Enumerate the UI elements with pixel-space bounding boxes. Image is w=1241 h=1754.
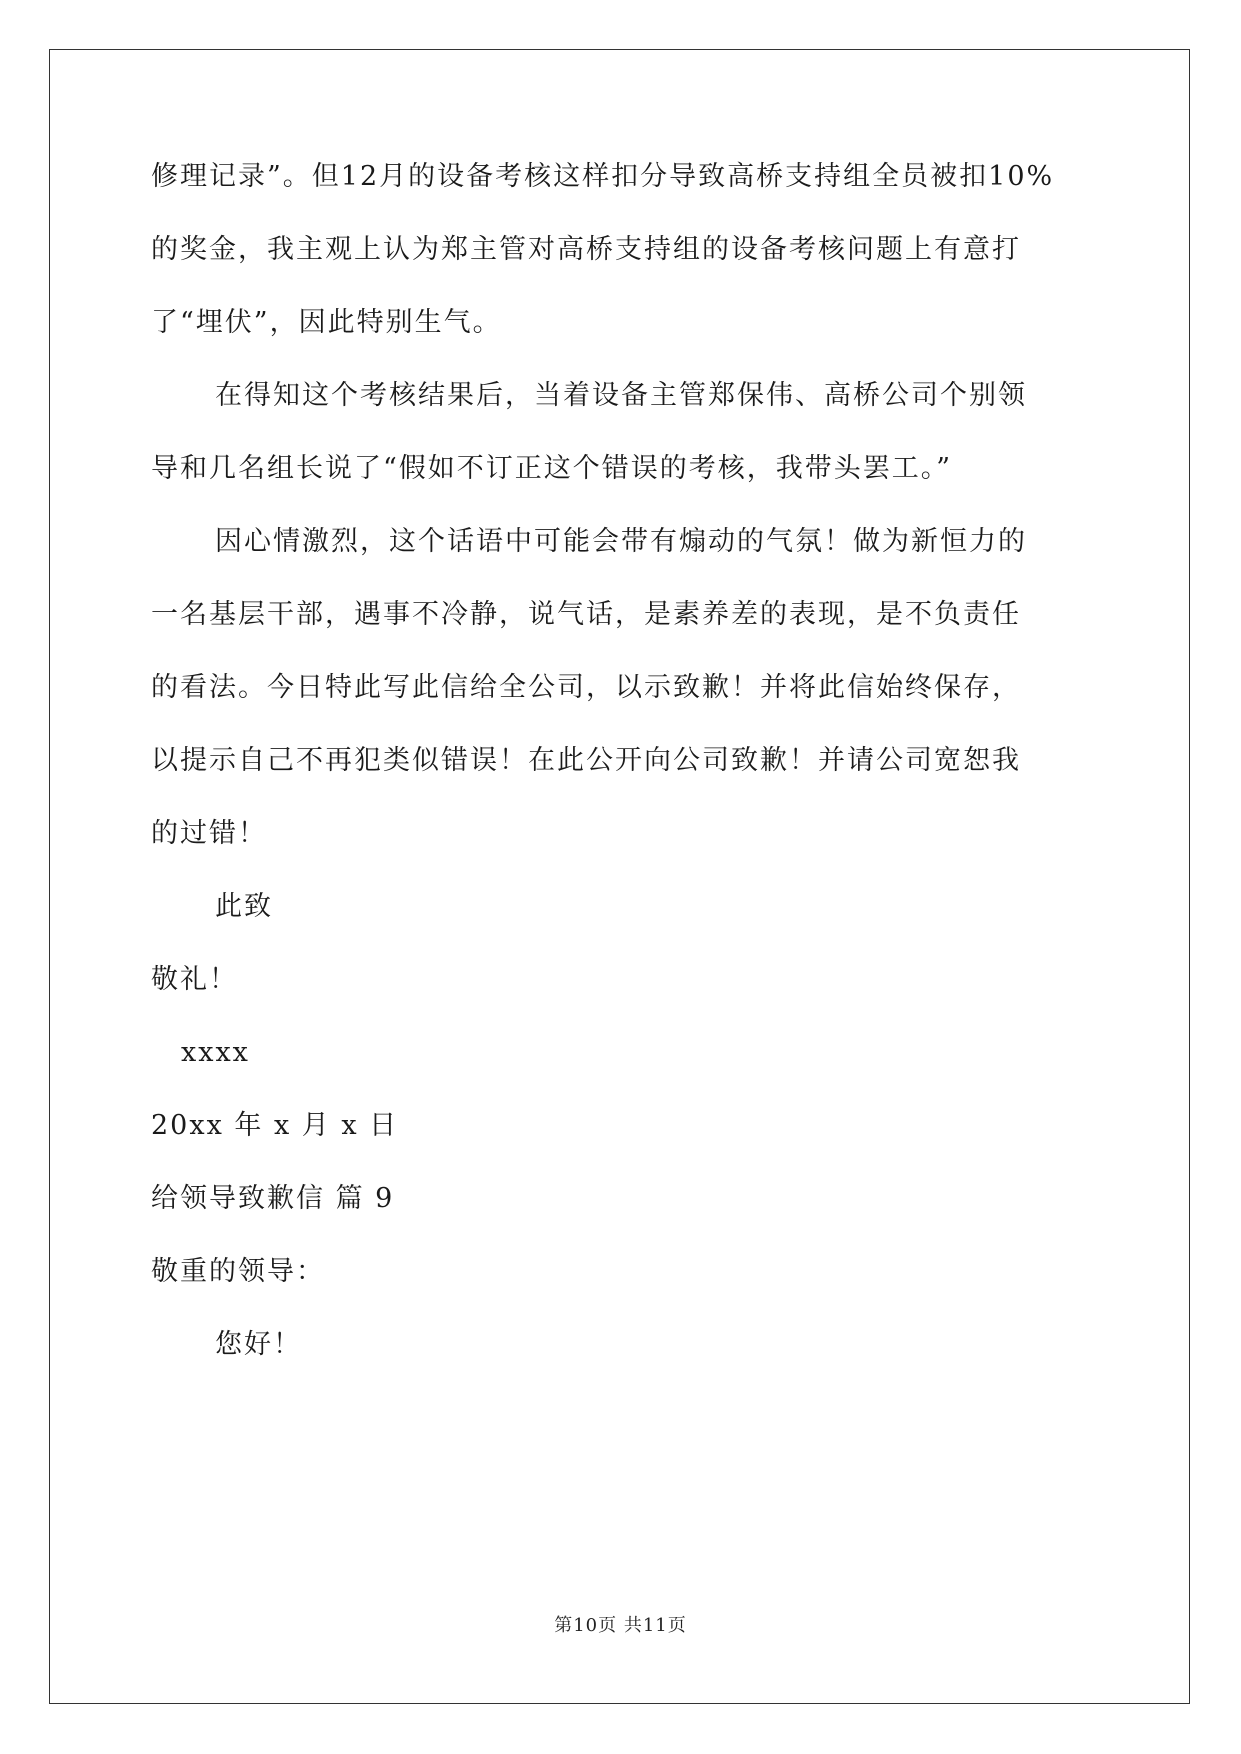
paragraph-line: 导和几名组长说了“假如不订正这个错误的考核，我带头罢工。” — [151, 453, 953, 484]
paragraph-line: 以提示自己不再犯类似错误！在此公开向公司致歉！并请公司宽恕我 — [151, 745, 1021, 776]
paragraph-line: 了“埋伏”，因此特别生气。 — [151, 307, 502, 338]
paragraph-line: 在得知这个考核结果后，当着设备主管郑保伟、高桥公司个别领 — [215, 380, 1027, 411]
greeting-hello: 您好！ — [215, 1329, 302, 1360]
paragraph-line: 的看法。今日特此写此信给全公司，以示致歉！并将此信始终保存， — [151, 672, 1021, 703]
paragraph-line: 的过错！ — [151, 818, 267, 849]
paragraph-line: 修理记录”。但12月的设备考核这样扣分导致高桥支持组全员被扣10% — [151, 161, 1055, 192]
paragraph-line: 一名基层干部，遇事不冷静，说气话，是素养差的表现，是不负责任 — [151, 599, 1021, 630]
paragraph-line: 因心情激烈，这个话语中可能会带有煽动的气氛！做为新恒力的 — [215, 526, 1027, 557]
paragraph-line: 的奖金，我主观上认为郑主管对高桥支持组的设备考核问题上有意打 — [151, 234, 1021, 265]
section-heading: 给领导致歉信 篇 9 — [151, 1183, 395, 1214]
closing-salutation: 此致 — [215, 891, 273, 922]
page-number-footer: 第10页 共11页 — [554, 1615, 687, 1636]
date-line: 20xx 年 x 月 x 日 — [151, 1110, 399, 1141]
page-border — [49, 49, 1190, 1704]
signature: xxxx — [181, 1037, 250, 1068]
greeting-addressee: 敬重的领导： — [151, 1256, 325, 1287]
closing-respect: 敬礼！ — [151, 964, 238, 995]
